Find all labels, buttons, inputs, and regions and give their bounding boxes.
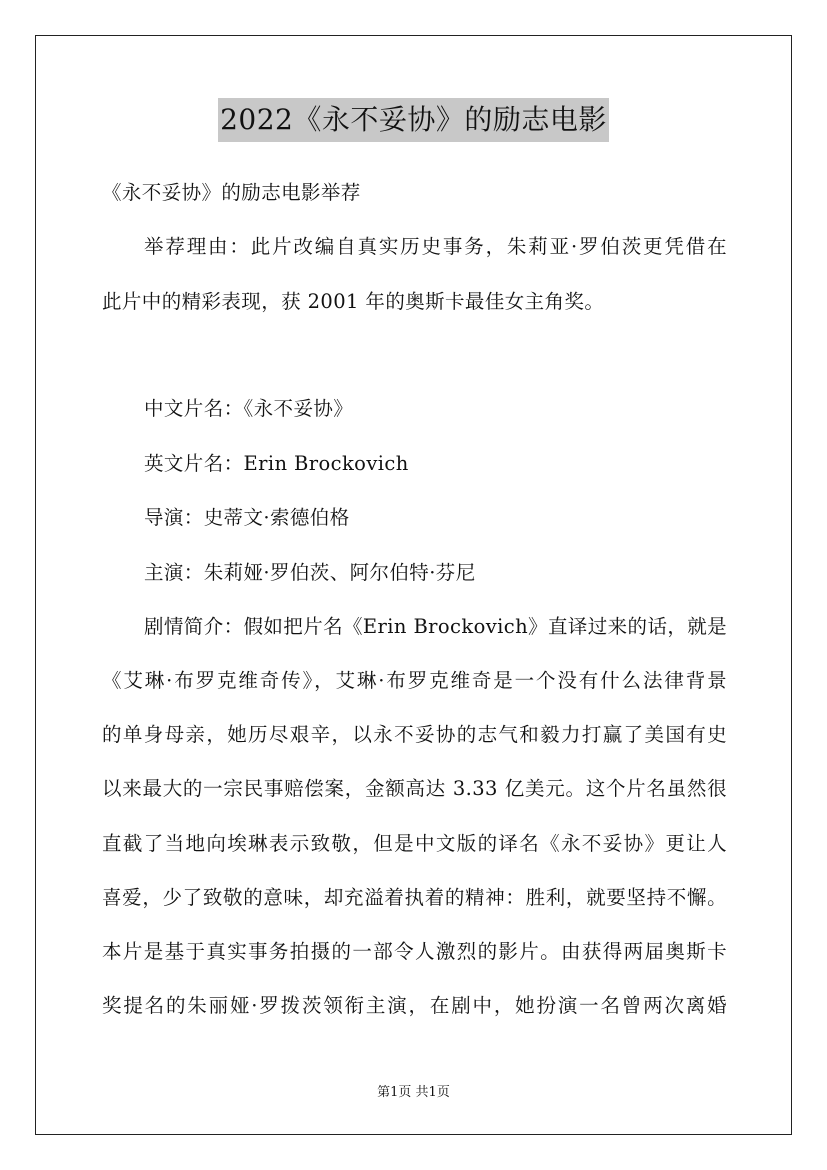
synopsis-line-8: 奖提名的朱丽娅·罗拨茨领衔主演，在剧中，她扮演一名曾两次离婚 [102, 994, 727, 1017]
synopsis-line-5: 直截了当地向埃琳表示致敬，但是中文版的译名《永不妥协》更让人 [102, 832, 727, 855]
synopsis-line-6: 喜爱，少了致敬的意味，却充溢着执着的精神：胜利，就要坚持不懈。 [102, 886, 727, 909]
synopsis-line-4: 以来最大的一宗民事赔偿案，金额高达 3.33 亿美元。这个片名虽然很 [102, 777, 727, 800]
page-footer: 第1页 共1页 [377, 1085, 450, 1100]
reason-line-1: 举荐理由：此片改编自真实历史事务，朱莉亚·罗伯茨更凭借在 [144, 235, 727, 258]
synopsis-line-2: 《艾琳·布罗克维奇传》，艾琳·布罗克维奇是一个没有什么法律背景 [102, 669, 727, 692]
info-director: 导演：史蒂文·索德伯格 [144, 506, 350, 529]
subtitle: 《永不妥协》的励志电影举荐 [102, 181, 361, 204]
reason-line-2: 此片中的精彩表现，获 2001 年的奥斯卡最佳女主角奖。 [102, 290, 605, 313]
document-title: 2022《永不妥协》的励志电影 [218, 98, 609, 142]
synopsis-line-7: 本片是基于真实事务拍摄的一部令人激烈的影片。由获得两届奥斯卡 [102, 940, 727, 963]
info-en-title: 英文片名：Erin Brockovich [144, 452, 409, 475]
info-cn-title: 中文片名：《永不妥协》 [144, 397, 354, 420]
info-cast: 主演：朱莉娅·罗伯茨、阿尔伯特·芬尼 [144, 561, 476, 584]
synopsis-line-3: 的单身母亲，她历尽艰辛，以永不妥协的志气和毅力打赢了美国有史 [102, 723, 727, 746]
synopsis-line-1: 剧情简介：假如把片名《Erin Brockovich》直译过来的话，就是 [144, 615, 728, 638]
title-container [0, 98, 827, 142]
